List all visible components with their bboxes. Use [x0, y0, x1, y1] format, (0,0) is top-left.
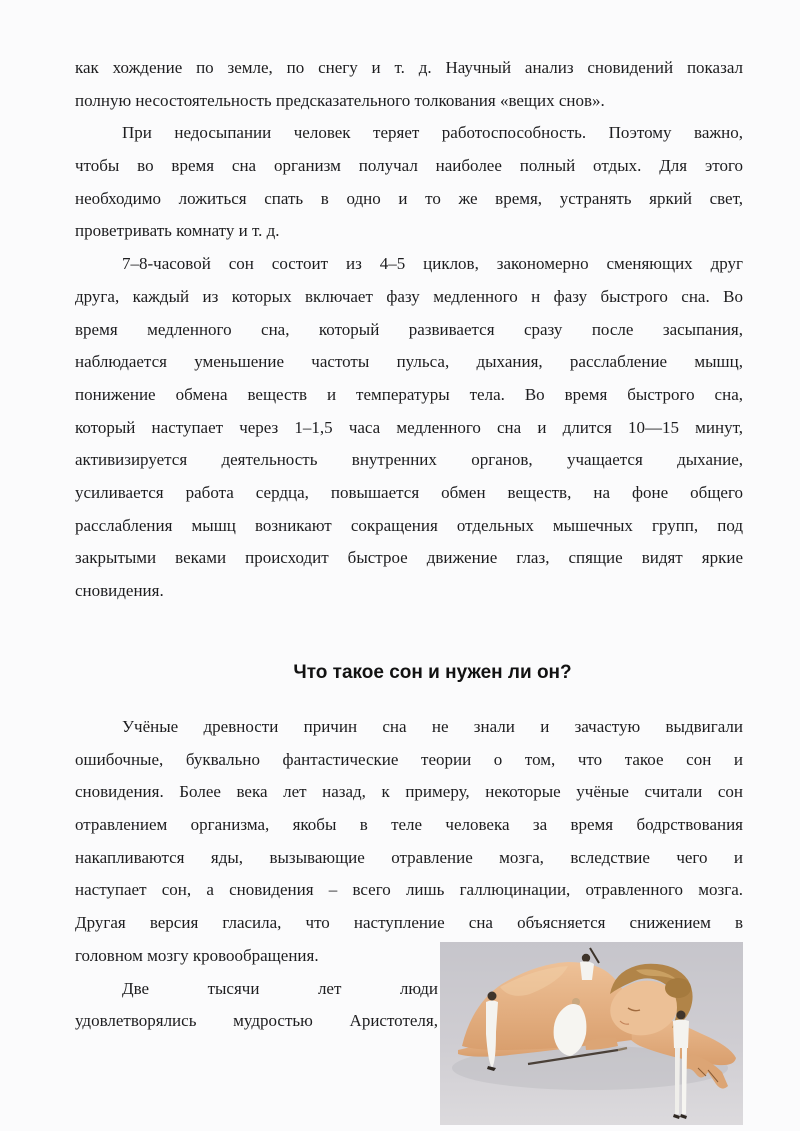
text-line: который наступает через 1–1,5 часа медленного сна и длится 10—15 минут,: [75, 417, 743, 437]
text-line: 7–8-часовой сон состоит из 4–5 циклов, закономерно сменяющих друг: [122, 254, 743, 274]
section-heading: Что такое сон и нужен ли он?: [293, 662, 572, 683]
text-line: понижение обмена веществ и температуры тела. Во время быстрого сна,: [75, 384, 743, 404]
text-line: отравлением организма, якобы в теле человека за время бодрствования: [75, 815, 743, 835]
text-line: Учёные древности причин сна не знали и зачастую выдвигали: [122, 717, 743, 736]
text-line: При недосыпании человек теряет работоспособность. Поэтому важно,: [122, 123, 743, 143]
sleeping-woman-illustration: [440, 942, 743, 1125]
text-line: время медленного сна, который развивается сразу после засыпания,: [75, 319, 743, 339]
text-line: активизируется деятельность внутренних органов, учащается дыхание,: [75, 450, 743, 470]
text-line: сновидения.: [75, 581, 164, 600]
text-line: накапливаются яды, вызывающие отравление мозга, вследствие чего и: [75, 847, 743, 867]
text-line: Другая версия гласила, что наступление сна объясняется снижением в: [75, 913, 743, 933]
sleeping-woman-photo: [440, 942, 743, 1125]
text-line: необходимо ложиться спать в одно и то же время, устранять яркий свет,: [75, 188, 743, 208]
body-text-block-1: [75, 52, 743, 608]
text-line: сновидения. Более века лет назад, к примеру, некоторые учёные считали сон: [75, 782, 743, 802]
text-line: проветривать комнату и т. д.: [75, 221, 280, 241]
text-line: закрытыми веками происходит быстрое движение глаз, спящие видят яркие: [75, 548, 743, 568]
text-line: усиливается работа сердца, повышается обмен веществ, на фоне общего: [75, 482, 743, 502]
text-line: наступает сон, а сновидения – всего лишь галлюцинации, отравленного мозга.: [75, 880, 743, 900]
text-line: головном мозгу кровообращения.: [75, 945, 319, 965]
text-line: чтобы во время сна организм получал наиболее полный отдых. Для этого: [75, 156, 743, 176]
text-line: как хождение по земле, по снегу и т. д. Научный анализ сновидений показал: [75, 58, 743, 77]
text-line: наблюдается уменьшение частоты пульса, дыхания, расслабление мышц,: [75, 352, 743, 372]
text-line: Две тысячи лет люди: [122, 978, 438, 998]
text-line: ошибочные, буквально фантастические теории о том, что такое сон и: [75, 749, 743, 769]
text-line: расслабления мышц возникают сокращения отдельных мышечных групп, под: [75, 515, 743, 535]
text-line: удовлетворялись мудростью Аристотеля,: [75, 1011, 438, 1031]
text-line: полную несостоятельность предсказательного толкования «вещих снов».: [75, 90, 605, 110]
text-line: друга, каждый из которых включает фазу медленного н фазу быстрого сна. Во: [75, 286, 743, 306]
